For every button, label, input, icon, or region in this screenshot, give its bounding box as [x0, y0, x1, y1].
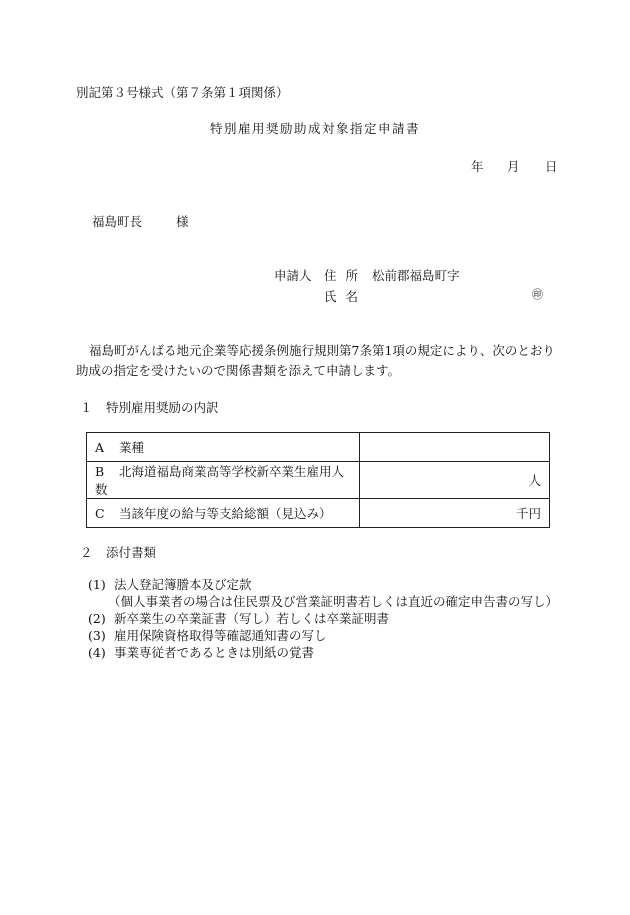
row-value-cell[interactable] — [360, 499, 550, 528]
row-label: 業種 — [119, 440, 145, 455]
addressee-honorific: 様 — [176, 214, 189, 229]
address-label: 住所 — [324, 268, 368, 283]
item-number: (4) — [88, 645, 106, 660]
table-row — [87, 433, 550, 462]
item-text: 雇用保険資格取得等確認通知書の写し — [114, 628, 327, 643]
row-label-cell — [87, 433, 360, 462]
applicant-label: 申請人 — [274, 268, 312, 283]
row-letter: C — [95, 506, 105, 521]
address-value: 松前郡福島町字 — [372, 268, 460, 283]
item-text: 法人登記簿謄本及び定款 — [114, 577, 252, 592]
section-heading-breakdown — [80, 400, 219, 415]
row-letter: A — [95, 440, 105, 455]
item-text: 新卒業生の卒業証書（写し）若しくは卒業証明書 — [114, 611, 390, 626]
addressee-name: 福島町長 — [92, 214, 143, 229]
document-title: 特別雇用奨励助成対象指定申請書 — [209, 121, 420, 136]
item-text: 事業専従者であるときは別紙の覚書 — [114, 645, 315, 660]
row-label: 当該年度の給与等支給総額（見込み） — [119, 506, 332, 521]
section-number: １ — [80, 400, 93, 415]
body-paragraph: 福島町がんばる地元企業等応援条例施行規則第7条第1項の規定により、次のとおり助成の指定を受けたいので関係書類を添えて申請します。 — [76, 343, 555, 378]
table-row — [87, 462, 550, 499]
seal-mark: ㊞ — [532, 288, 543, 301]
item-number: (1) — [88, 577, 106, 592]
item-number: (3) — [88, 628, 106, 643]
row-unit: 人 — [528, 473, 541, 488]
date-day-label: 日 — [545, 159, 558, 174]
item-number: (2) — [88, 611, 106, 626]
row-label-cell — [87, 499, 360, 528]
form-identifier: 別記第３号様式（第７条第１項関係） — [76, 85, 289, 100]
date-year-label: 年 — [471, 159, 484, 174]
table-row — [87, 499, 550, 528]
section-heading-attachments — [80, 545, 156, 560]
section-number: ２ — [80, 545, 93, 560]
row-label: 北海道福島商業高等学校新卒業生雇用人数 — [95, 464, 345, 497]
date-month-label: 月 — [507, 159, 520, 174]
row-value-cell[interactable] — [360, 433, 550, 462]
attachment-list — [88, 576, 558, 661]
row-unit: 千円 — [515, 506, 541, 521]
list-item — [88, 610, 558, 627]
list-item — [88, 644, 558, 661]
list-item — [88, 627, 558, 644]
list-item — [88, 576, 558, 593]
name-label: 氏名 — [324, 289, 368, 304]
row-label-cell — [87, 462, 360, 499]
list-item-note: （個人事業者の場合は住民票及び営業証明書若しくは直近の確定申告書の写し） — [108, 594, 559, 609]
section-title: 特別雇用奨励の内訳 — [106, 400, 219, 415]
row-value-cell[interactable] — [360, 462, 550, 499]
breakdown-table — [86, 432, 550, 528]
section-title: 添付書類 — [106, 545, 157, 560]
row-letter: B — [95, 464, 105, 479]
